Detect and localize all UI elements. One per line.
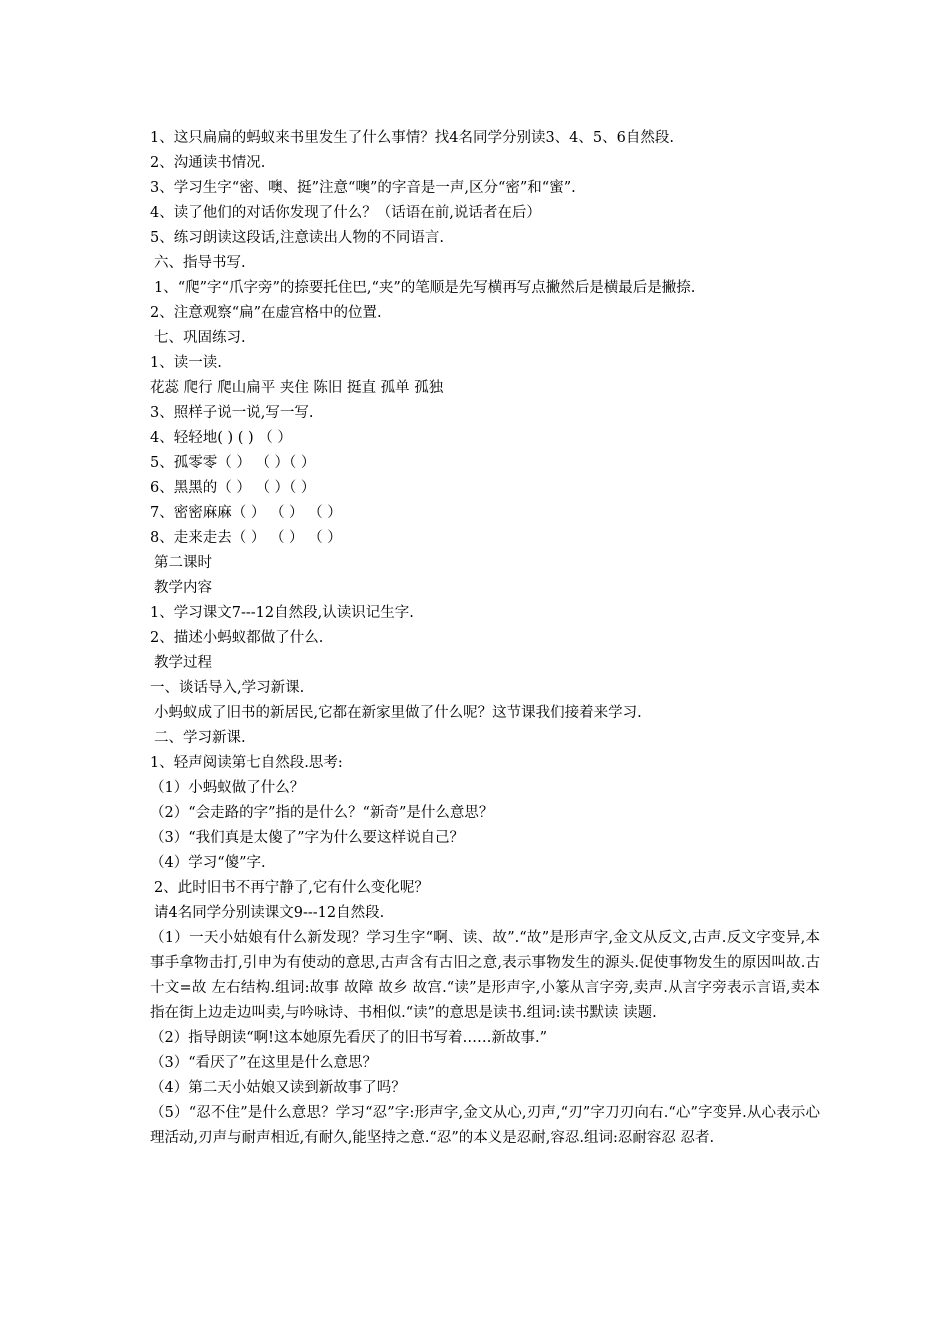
section-heading-7: 七、巩固练习. (154, 330, 246, 346)
text-line-think: 1、轻声阅读第七自然段.思考: (150, 755, 343, 771)
question-1: （1）小蚂蚁做了什么？ (150, 780, 305, 796)
section-heading-6: 六、指导书写. (154, 255, 246, 271)
question-next-day: （4）第二天小姑娘又读到新故事了吗？ (150, 1080, 406, 1096)
text-line-observe: 2、注意观察“扁”在虚宫格中的位置. (150, 305, 382, 321)
text-paragraph-gu-du: （1）一天小姑娘有什么新发现？学习生字“啊、读、故”.“故”是形声字,金文从反文,古声.反文字变异,本事手拿物击打,引申为有使动的意思,古声含有古旧之意,表示事物发生的源头.促使事物发生的原因叫故.古十文=故 左右结构.组词:故事 故障 故乡 故宫.“读”是形声字,小篆从言字旁,卖声.从言字旁表示言语,卖本指在街上边走边叫卖,与吟咏诗、书相似.“读”的意思是读书.组词:读书默读 读题. (150, 930, 820, 1021)
lesson-heading-2: 第二课时 (154, 555, 212, 571)
word-list: 花蕊 爬行 爬山扁平 夹住 陈旧 挺直 孤单 孤独 (150, 380, 444, 396)
question-kanyan: （3）“看厌了”在这里是什么意思？ (150, 1055, 378, 1071)
question-reading: （2）指导朗读“啊!这本她原先看厌了的旧书写着……新故事.” (150, 1030, 547, 1046)
text-line-content-2: 2、描述小蚂蚁都做了什么. (150, 630, 324, 646)
text-line-read: 1、读一读. (150, 355, 222, 371)
text-line-2: 2、沟通读书情况. (150, 155, 266, 171)
exercise-line-6: 6、黑黑的（ ） （ ）（ ） (150, 480, 316, 496)
section-heading-1: 一、谈话导入,学习新课. (150, 680, 305, 696)
text-line-1: 1、这只扁扁的蚂蚁来书里发生了什么事情？找4名同学分别读3、4、5、6自然段. (150, 130, 674, 146)
exercise-line-5: 5、孤零零（ ） （ ）（ ） (150, 455, 316, 471)
text-paragraph-writing: 1、“爬”字“爪字旁”的捺要托住巴,“夹”的笔顺是先写横再写点撇然后是横最后是撇捺. (154, 280, 696, 296)
text-line-change: 2、此时旧书不再宁静了,它有什么变化呢？ (154, 880, 429, 896)
section-heading-2: 二、学习新课. (154, 730, 246, 746)
exercise-line-4: 4、轻轻地( ) ( ) （ ） (150, 430, 292, 446)
subheading-content: 教学内容 (154, 580, 212, 596)
text-line-3: 3、学习生字“密、噢、挺”注意“噢”的字音是一声,区分“密”和“蜜”. (150, 180, 576, 196)
question-2: （2）“会走路的字”指的是什么？“新奇”是什么意思？ (150, 805, 494, 821)
text-line-example: 3、照样子说一说,写一写. (150, 405, 314, 421)
text-paragraph-ren: （5）“忍不住”是什么意思？学习“忍”字:形声字,金文从心,刃声,“刃”字刀刃向右.“心”字变异.从心表示心理活动,刃声与耐声相近,有耐久,能坚持之意.“忍”的本义是忍耐,容忍.组词:忍耐容忍 忍者. (150, 1105, 820, 1146)
text-line-intro: 小蚂蚁成了旧书的新居民,它都在新家里做了什么呢？这节课我们接着来学习. (154, 705, 642, 721)
text-line-4: 4、读了他们的对话你发现了什么？（话语在前,说话者在后） (150, 205, 541, 221)
document-body (150, 126, 820, 1151)
question-3: （3）“我们真是太傻了”字为什么要这样说自己？ (150, 830, 465, 846)
subheading-process: 教学过程 (154, 655, 212, 671)
question-4: （4）学习“傻”字. (150, 855, 266, 871)
text-line-5: 5、练习朗读这段话,注意读出人物的不同语言. (150, 230, 444, 246)
exercise-line-8: 8、走来走去（ ） （ ） （ ） (150, 530, 342, 546)
text-line-assign: 请4名同学分别读课文9---12自然段. (154, 905, 385, 921)
text-line-content-1: 1、学习课文7---12自然段,认读识记生字. (150, 605, 414, 621)
exercise-line-7: 7、密密麻麻（ ） （ ） （ ） (150, 505, 342, 521)
